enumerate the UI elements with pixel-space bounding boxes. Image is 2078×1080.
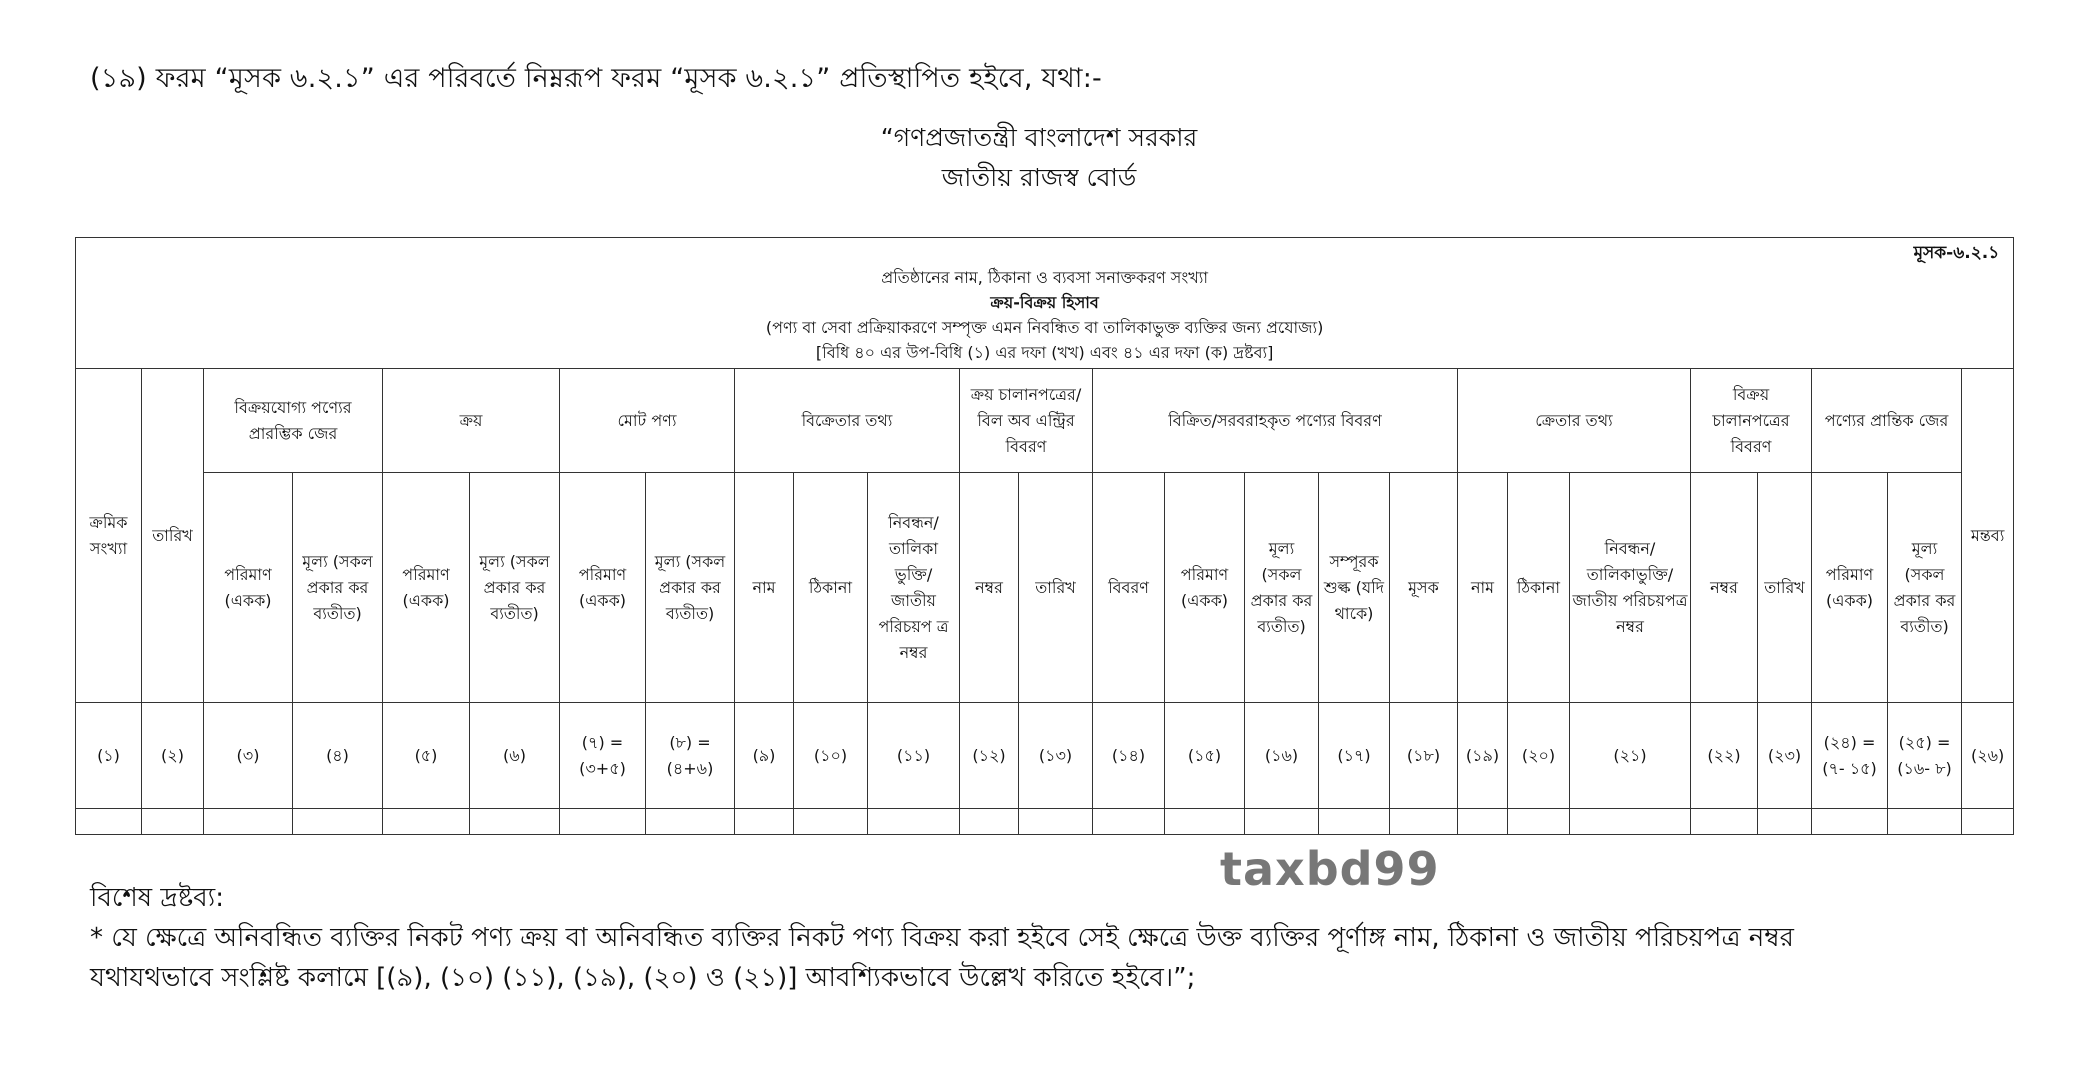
sub-buyer-name: নাম xyxy=(1458,473,1508,703)
form-header xyxy=(76,238,2014,369)
form-title: ক্রয়-বিক্রয় হিসাব xyxy=(990,293,1099,312)
org-info-line: প্রতিষ্ঠানের নাম, ঠিকানা ও ব্যবসা সনাক্তকরণ সংখ্যা xyxy=(881,268,1209,287)
col-number: (৮) = (৪+৬) xyxy=(646,703,735,809)
sub-seller-name: নাম xyxy=(735,473,794,703)
rule-reference-line: [বিধি ৪০ এর উপ-বিধি (১) এর দফা (খখ) এবং ৪১ এর দফা (ক) দ্রষ্টব্য] xyxy=(815,343,1274,362)
group-opening-balance: বিক্রয়যোগ্য পণ্যের প্রারম্ভিক জের xyxy=(204,369,383,473)
col-number: (১৩) xyxy=(1019,703,1093,809)
special-note xyxy=(90,878,1990,998)
sub-sale-invoice-number: নম্বর xyxy=(1691,473,1758,703)
sub-sold-desc: বিবরণ xyxy=(1093,473,1165,703)
col-number: (২) xyxy=(142,703,204,809)
sub-sold-vat: মূসক xyxy=(1390,473,1458,703)
col-number: (১) xyxy=(76,703,142,809)
col-number: (১০) xyxy=(794,703,868,809)
sub-seller-address: ঠিকানা xyxy=(794,473,868,703)
col-number: (২৩) xyxy=(1758,703,1812,809)
group-sold-goods: বিক্রিত/সরবরাহকৃত পণ্যের বিবরণ xyxy=(1093,369,1458,473)
sub-seller-reg: নিবন্ধন/ তালিকা ভুক্তি/ জাতীয় পরিচয়প ত্র নম্বর xyxy=(868,473,960,703)
sub-opening-qty: পরিমাণ (একক) xyxy=(204,473,293,703)
sub-sold-value: মূল্য (সকল প্রকার কর ব্যতীত) xyxy=(1245,473,1319,703)
government-heading xyxy=(0,118,2078,198)
sub-sale-invoice-date: তারিখ xyxy=(1758,473,1812,703)
note-line-2: যথাযথভাবে সংশ্লিষ্ট কলামে [(৯), (১০) (১১), (১৯), (২০) ও (২১)] আবশ্যিকভাবে উল্লেখ করিতে হইবে।”; xyxy=(90,963,1196,993)
note-title: বিশেষ দ্রষ্টব্য: xyxy=(90,883,224,913)
sub-invoice-date: তারিখ xyxy=(1019,473,1093,703)
sub-invoice-number: নম্বর xyxy=(960,473,1019,703)
col-number: (১২) xyxy=(960,703,1019,809)
col-number: (১৮) xyxy=(1390,703,1458,809)
col-remarks-header: মন্তব্য xyxy=(1962,369,2014,703)
col-number: (৬) xyxy=(470,703,560,809)
col-number: (২৫) = (১৬- ৮) xyxy=(1888,703,1962,809)
col-number: (১৯) xyxy=(1458,703,1508,809)
government-name: “গণপ্রজাতন্ত্রী বাংলাদেশ সরকার xyxy=(880,123,1198,152)
intro-text: (১৯) ফরম “মূসক ৬.২.১” এর পরিবর্তে নিম্নরূপ ফরম “মূসক ৬.২.১” প্রতিস্থাপিত হইবে, যথা:- xyxy=(90,63,1102,94)
col-number: (৯) xyxy=(735,703,794,809)
col-date-header: তারিখ xyxy=(142,369,204,703)
purchase-sales-register-table xyxy=(75,237,2014,835)
sub-buyer-address: ঠিকানা xyxy=(1508,473,1570,703)
col-number: (১১) xyxy=(868,703,960,809)
col-serial-header: ক্রমিক সংখ্যা xyxy=(76,369,142,703)
form-container xyxy=(75,237,2013,835)
group-sale-invoice: বিক্রয় চালানপত্রের বিবরণ xyxy=(1691,369,1812,473)
applicability-line: (পণ্য বা সেবা প্রক্রিয়াকরণে সম্পৃক্ত এমন নিবন্ধিত বা তালিকাভুক্ত ব্যক্তির জন্য প্রযোজ্য) xyxy=(765,318,1324,337)
group-buyer-info: ক্রেতার তথ্য xyxy=(1458,369,1691,473)
col-number: (৭) = (৩+৫) xyxy=(560,703,646,809)
sub-total-value: মূল্য (সকল প্রকার কর ব্যতীত) xyxy=(646,473,735,703)
board-name: জাতীয় রাজস্ব বোর্ড xyxy=(941,163,1137,192)
form-code: মূসক-৬.২.১ xyxy=(1913,243,2000,263)
col-number: (১৫) xyxy=(1165,703,1245,809)
sub-closing-qty: পরিমাণ (একক) xyxy=(1812,473,1888,703)
col-number: (২৪) = (৭- ১৫) xyxy=(1812,703,1888,809)
sub-sold-sd: সম্পূরক শুল্ক (যদি থাকে) xyxy=(1319,473,1390,703)
group-closing-balance: পণ্যের প্রান্তিক জের xyxy=(1812,369,1962,473)
group-purchase-invoice: ক্রয় চালানপত্রের/ বিল অব এন্ট্রির বিবরণ xyxy=(960,369,1093,473)
sub-closing-value: মূল্য (সকল প্রকার কর ব্যতীত) xyxy=(1888,473,1962,703)
watermark-text: taxbd99 xyxy=(1220,842,1440,896)
empty-data-row xyxy=(76,809,2014,835)
sub-sold-qty: পরিমাণ (একক) xyxy=(1165,473,1245,703)
sub-purchase-value: মূল্য (সকল প্রকার কর ব্যতীত) xyxy=(470,473,560,703)
col-number: (২০) xyxy=(1508,703,1570,809)
sub-total-qty: পরিমাণ (একক) xyxy=(560,473,646,703)
col-number: (৫) xyxy=(383,703,470,809)
col-number: (১৭) xyxy=(1319,703,1390,809)
group-seller-info: বিক্রেতার তথ্য xyxy=(735,369,960,473)
sub-purchase-qty: পরিমাণ (একক) xyxy=(383,473,470,703)
group-total-goods: মোট পণ্য xyxy=(560,369,735,473)
sub-opening-value: মূল্য (সকল প্রকার কর ব্যতীত) xyxy=(293,473,383,703)
sub-buyer-reg: নিবন্ধন/ তালিকাভুক্তি/ জাতীয় পরিচয়পত্র নম্বর xyxy=(1570,473,1691,703)
col-number: (২২) xyxy=(1691,703,1758,809)
col-number: (১৪) xyxy=(1093,703,1165,809)
col-number: (৪) xyxy=(293,703,383,809)
note-line-1: * যে ক্ষেত্রে অনিবন্ধিত ব্যক্তির নিকট পণ্য ক্রয় বা অনিবন্ধিত ব্যক্তির নিকট পণ্য বিক্রয় করা হইবে সেই ক্ষেত্রে উক্ত ব্যক্তির পূর্ণাঙ্গ নাম, ঠিকানা ও জাতীয় পরিচয়পত্র নম্বর xyxy=(90,923,1794,953)
col-number: (২১) xyxy=(1570,703,1691,809)
col-number: (২৬) xyxy=(1962,703,2014,809)
group-purchase: ক্রয় xyxy=(383,369,560,473)
col-number: (১৬) xyxy=(1245,703,1319,809)
col-number: (৩) xyxy=(204,703,293,809)
